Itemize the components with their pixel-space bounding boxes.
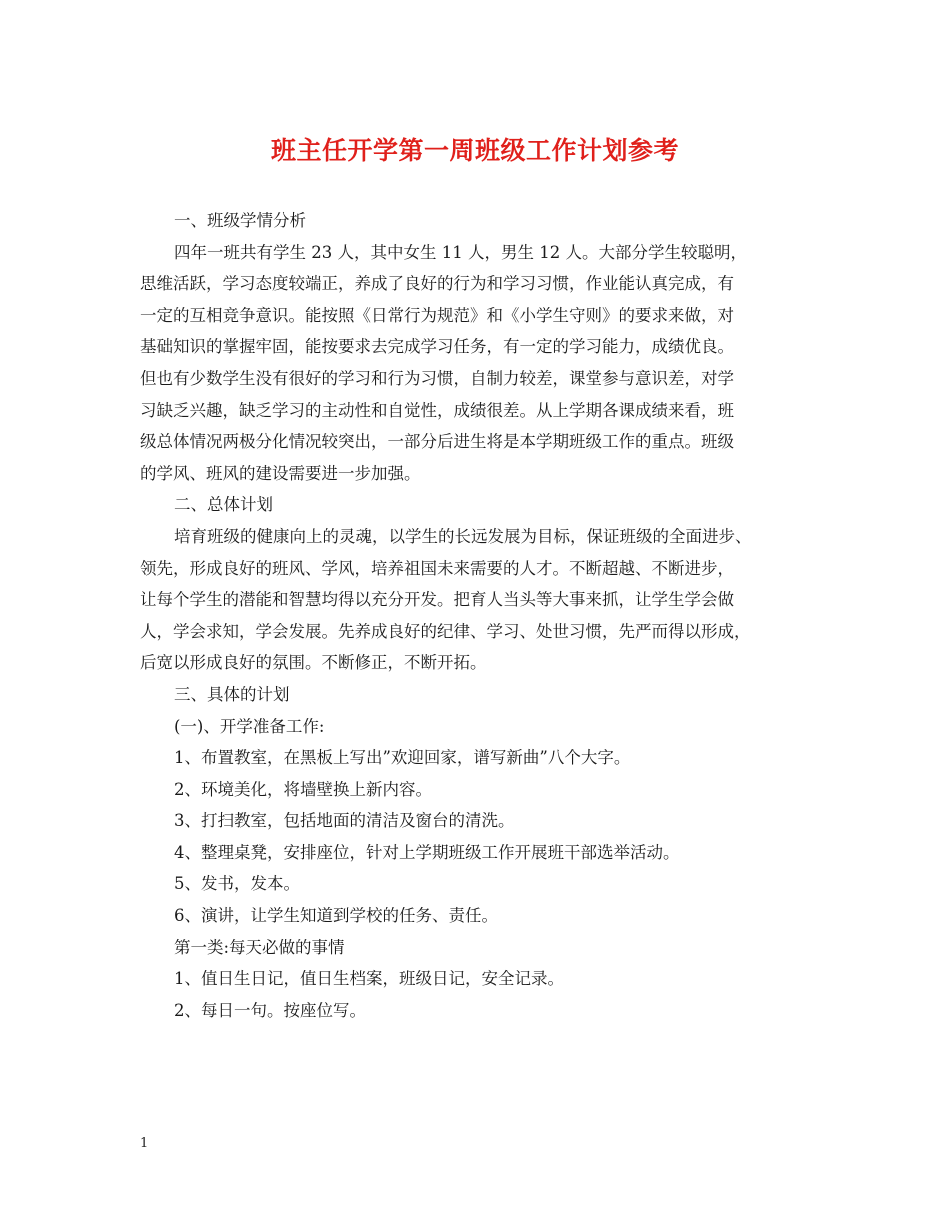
body-line: 的学风、班风的建设需要进一步加强。 <box>140 463 421 483</box>
page-number: 1 <box>140 1136 149 1151</box>
body-line: 习缺乏兴趣，缺乏学习的主动性和自觉性，成绩很差。从上学期各课成绩来看，班 <box>140 400 734 420</box>
body-line: 二、总体计划 <box>174 495 273 515</box>
body-line: 基础知识的掌握牢固，能按要求去完成学习任务，有一定的学习能力，成绩优良。 <box>140 337 734 357</box>
body-line: 人，学会求知，学会发展。先养成良好的纪律、学习、处世习惯，先严而得以形成， <box>140 621 751 641</box>
body-line: 级总体情况两极分化情况较突出，一部分后进生将是本学期班级工作的重点。班级 <box>140 432 734 452</box>
body-line: 6、演讲，让学生知道到学校的任务、责任。 <box>174 906 498 926</box>
body-line: 5、发书，发本。 <box>174 874 300 894</box>
body-line: 让每个学生的潜能和智慧均得以充分开发。把育人当头等大事来抓，让学生学会做 <box>140 590 734 610</box>
body-line: 一、班级学情分析 <box>174 211 306 230</box>
body-line: 后宽以形成良好的氛围。不断修正，不断开拓。 <box>140 653 487 673</box>
body-line: 2、环境美化，将墙壁换上新内容。 <box>174 779 432 799</box>
body-line: 思维活跃，学习态度较端正，养成了良好的行为和学习习惯，作业能认真完成，有 <box>140 274 734 294</box>
body-line: 3、打扫教室，包括地面的清洁及窗台的清洗。 <box>174 811 515 831</box>
body-line: 培育班级的健康向上的灵魂，以学生的长远发展为目标，保证班级的全面进步、 <box>174 526 752 546</box>
body-line: 领先，形成良好的班风、学风，培养祖国未来需要的人才。不断超越、不断进步， <box>140 558 734 578</box>
body-line: 但也有少数学生没有很好的学习和行为习惯，自制力较差，课堂参与意识差，对学 <box>140 368 734 388</box>
body-line: 一定的互相竞争意识。能按照《日常行为规范》和《小学生守则》的要求来做，对 <box>140 305 734 325</box>
body-line: (一)、开学准备工作: <box>174 716 325 736</box>
body-line: 三、具体的计划 <box>174 684 290 704</box>
document-body <box>140 205 830 1026</box>
body-line: 四年一班共有学生 23 人，其中女生 11 人，男生 12 人。大部分学生较聪明， <box>174 242 747 262</box>
document-title: 班主任开学第一周班级工作计划参考 <box>270 136 679 165</box>
body-line: 第一类:每天必做的事情 <box>174 937 345 957</box>
body-line: 4、整理桌凳，安排座位，针对上学期班级工作开展班干部选举活动。 <box>174 842 680 862</box>
body-line: 1、值日生日记，值日生档案，班级日记，安全记录。 <box>174 969 564 989</box>
body-line: 2、每日一句。按座位写。 <box>174 1000 366 1020</box>
body-line: 1、布置教室，在黑板上写出”欢迎回家，谱写新曲”八个大字。 <box>174 748 631 768</box>
